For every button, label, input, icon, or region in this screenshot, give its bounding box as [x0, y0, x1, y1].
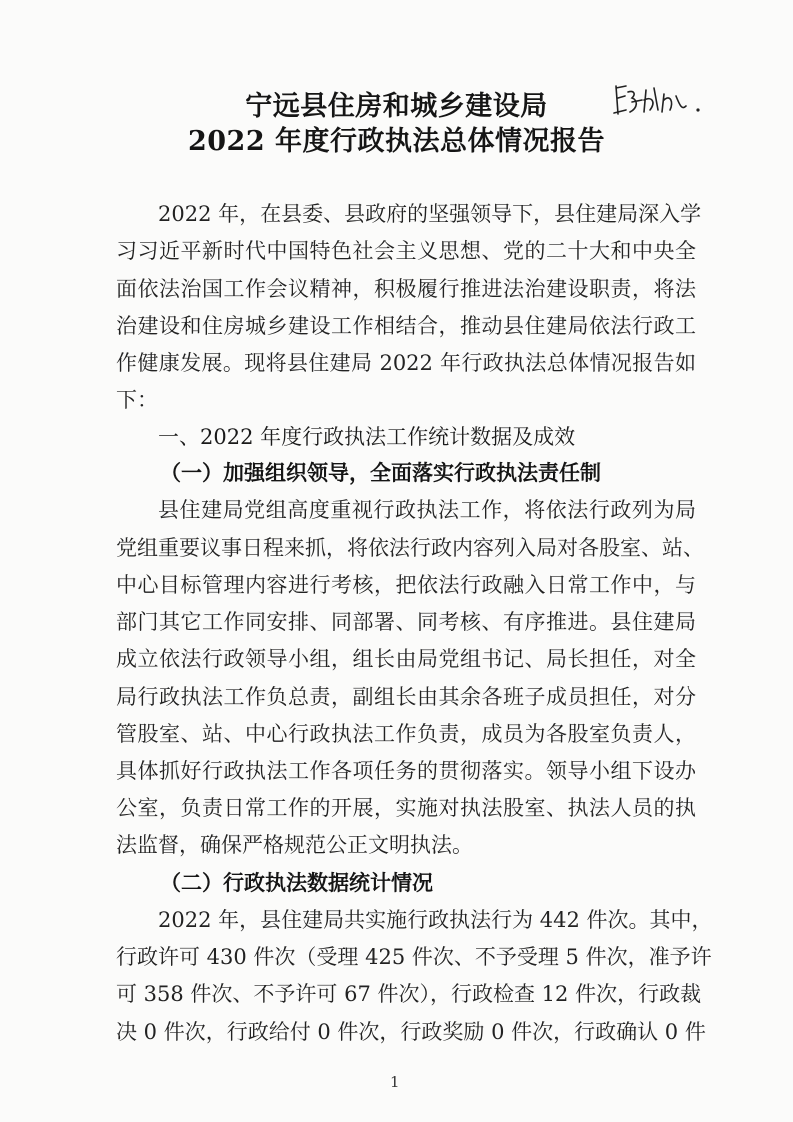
body-line: 2022 年，县住建局共实施行政执法行为 442 件次。其中，: [158, 908, 713, 932]
body-line: 可 358 件次、不予许可 67 件次），行政检查 12 件次，行政裁: [116, 982, 702, 1006]
page-number: 1: [390, 1073, 400, 1091]
body-line: 行政许可 430 件次（受理 425 件次、不予受理 5 件次，准予许: [116, 945, 712, 969]
document-title-line1: 宁远县住房和城乡建设局: [245, 91, 548, 122]
body-line: 部门其它工作同安排、同部署、同考核、有序推进。县住建局: [116, 610, 696, 634]
body-line: 中心目标管理内容进行考核，把依法行政融入日常工作中，与: [116, 573, 696, 597]
document-title-line2: 2022 年度行政执法总体情况报告: [187, 126, 606, 157]
section-heading: 一、2022 年度行政执法工作统计数据及成效: [158, 425, 576, 449]
intro-line: 2022 年，在县委、县政府的坚强领导下，县住建局深入学: [158, 202, 702, 226]
body-line: 成立依法行政领导小组，组长由局党组书记、局长担任，对全: [116, 647, 696, 671]
intro-line: 治建设和住房城乡建设工作相结合，推动县住建局依法行政工: [116, 314, 696, 338]
intro-line: 面依法治国工作会议精神，积极履行推进法治建设职责，将法: [116, 277, 696, 301]
body-line: 法监督，确保严格规范公正文明执法。: [116, 833, 473, 857]
body-line: 局行政执法工作负总责，副组长由其余各班子成员担任，对分: [116, 685, 696, 709]
body-line: 具体抓好行政执法工作各项任务的贯彻落实。领导小组下设办: [116, 759, 696, 783]
subsection-heading: （一）加强组织领导，全面落实行政执法责任制: [160, 460, 601, 485]
body-line: 管股室、站、中心行政执法工作负责，成员为各股室负责人，: [116, 722, 696, 746]
intro-line: 作健康发展。现将县住建局 2022 年行政执法总体情况报告如: [116, 351, 696, 375]
intro-line: 习习近平新时代中国特色社会主义思想、党的二十大和中央全: [116, 239, 696, 263]
intro-line: 下：: [116, 388, 158, 412]
body-line: 县住建局党组高度重视行政执法工作，将依法行政列为局: [158, 498, 696, 522]
body-line: 公室，负责日常工作的开展，实施对执法股室、执法人员的执: [116, 796, 696, 820]
body-line: 决 0 件次，行政给付 0 件次，行政奖励 0 件次，行政确认 0 件: [116, 1020, 706, 1044]
subsection-heading: （二）行政执法数据统计情况: [160, 870, 433, 895]
body-line: 党组重要议事日程来抓，将依法行政内容列入局对各股室、站、: [116, 536, 704, 560]
